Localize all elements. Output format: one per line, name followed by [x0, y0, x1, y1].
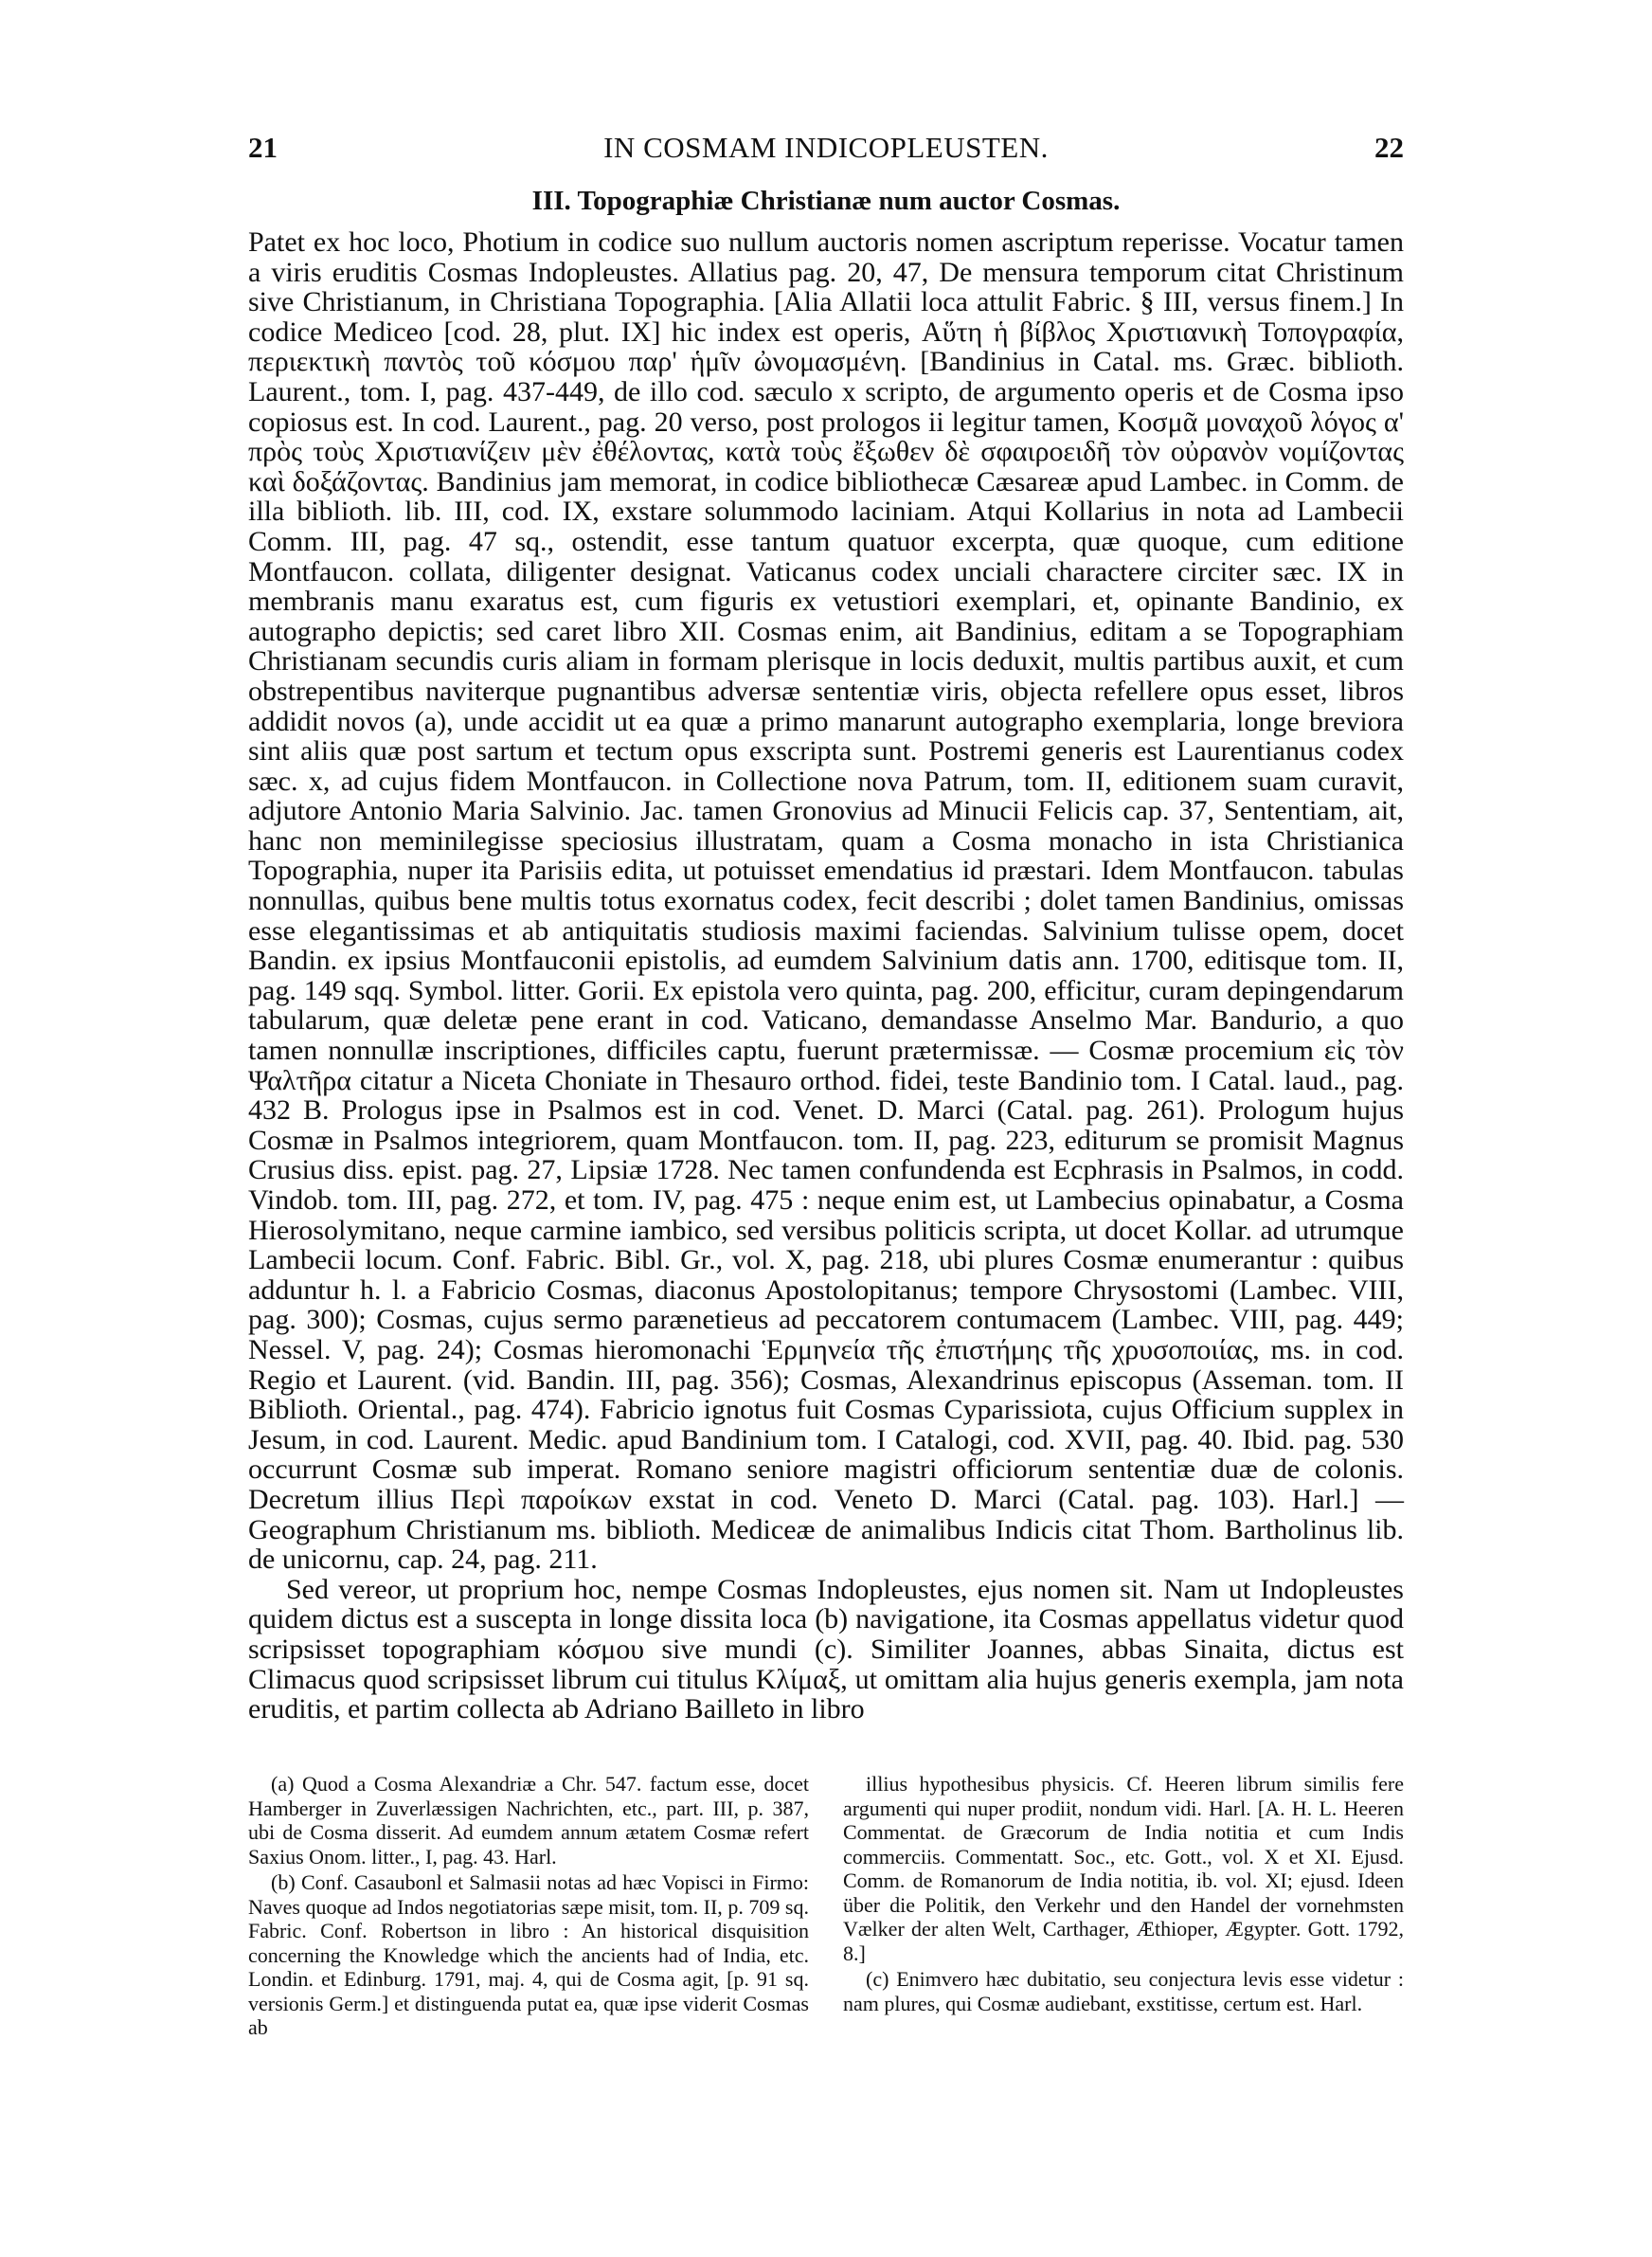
left-page-number: 21	[248, 131, 278, 164]
footnote-b: (b) Conf. Casaubonl et Salmasii notas ad hæc Vopisci in Firmo: Naves quoque ad Indos negotiatorias sæpe misit, tom. II, p. 709 sq. Fabric. Conf. Robertson in libro : An historical disquisition concerning the Knowledge which the ancients had of India, etc. Londin. et Edinburg. 1791, maj. 4, qui de Cosma agit, [p. 91 sq. versionis Germ.] et distinguenda putat ea, quæ ipse viderit Cosmas ab	[248, 1870, 809, 2039]
footnote-b-continued: illius hypothesibus physicis. Cf. Heeren librum similis fere argumenti qui nuper prodiit, nondum vidi. Harl. [A. H. L. Heeren Commentat. de Græcorum de India notitia et cum Indis commerciis. Commentatt. Soc., etc. Gott., vol. X et XI. Ejusd. Comm. de Romanorum de India notitia, ib. vol. XI; ejusd. Ideen über die Politik, den Verkehr und den Handel der vornehmsten Vælker der alten Welt, Carthager, Æthioper, Ægypter. Gott. 1792, 8.]	[843, 1772, 1404, 1965]
main-text	[248, 227, 1404, 1724]
footnote-a: (a) Quod a Cosma Alexandriæ a Chr. 547. factum esse, docet Hamberger in Zuverlæssigen Nachrichten, etc., part. III, p. 387, ubi de Cosma disserit. Ad eumdem annum ætatem Cosmæ refert Saxius Onom. litter., I, pag. 43. Harl.	[248, 1772, 809, 1869]
running-head	[248, 131, 1404, 169]
footnotes-right-column	[843, 1772, 1404, 2042]
running-title: IN COSMAM INDICOPLEUSTEN.	[603, 131, 1049, 164]
section-title: III. Topographiæ Christianæ num auctor Cosmas.	[531, 186, 1121, 216]
right-page-number: 22	[1374, 131, 1404, 164]
paragraph: Patet ex hoc loco, Photium in codice suo nullum auctoris nomen ascriptum reperisse. Vocatur tamen a viris eruditis Cosmas Indopleustes. Allatius pag. 20, 47, De mensura temporum citat Christinum sive Christianum, in Christiana Topographia. [Alia Allatii loca attulit Fabric. § III, versus finem.] In codice Mediceo [cod. 28, plut. IX] hic index est operis, Αὕτη ἡ βίβλος Χριστιανικὴ Τοπογραφία, περιεκτικὴ παντὸς τοῦ κόσμου παρ' ἡμῖν ὠνομασμένη. [Bandinius in Catal. ms. Græc. biblioth. Laurent., tom. I, pag. 437-449, de illo cod. sæculo x scripto, de argumento operis et de Cosma ipso copiosus est. In cod. Laurent., pag. 20 verso, post prologos ii legitur tamen, Κοσμᾶ μοναχοῦ λόγος α' πρὸς τοὺς Χριστιανίζειν μὲν ἐθέλοντας, κατὰ τοὺς ἔξωθεν δὲ σφαιροειδῆ τὸν οὐρανὸν νομίζοντας καὶ δοξάζοντας. Bandinius jam memorat, in codice bibliothecæ Cæsareæ apud Lambec. in Comm. de illa biblioth. lib. III, cod. IX, exstare solummodo laciniam. Atqui Kollarius in nota ad Lambecii Comm. III, pag. 47 sq., ostendit, esse tantum quatuor excerpta, quæ quoque, cum editione Montfaucon. collata, diligenter designat. Vaticanus codex unciali charactere circiter sæc. IX in membranis manu exaratus est, cum figuris ex vetustiori exemplari, et, opinante Bandinio, ex autographo depictis; sed caret libro XII. Cosmas enim, ait Bandinius, editam a se Topographiam Christianam secundis curis aliam in formam plerisque in locis deduxit, multis partibus auxit, et cum obstrepentibus naviterque pugnantibus adversæ sententiæ viris, objecta refellere opus esset, libros addidit novos (a), unde accidit ut ea quæ a primo manarunt autographo exemplaria, longe breviora sint aliis quæ post sartum et tectum opus exscripta sunt. Postremi generis est Laurentianus codex sæc. x, ad cujus fidem Montfaucon. in Collectione nova Patrum, tom. II, editionem suam curavit, adjutore Antonio Maria Salvinio. Jac. tamen Gronovius ad Minucii Felicis cap. 37, Sententiam, ait, hanc non meminilegisse speciosius illustratam, quam a Cosma monacho in ista Christianica Topographia, nuper ita Parisiis edita, ut potuisset emendatius id præstari. Idem Montfaucon. tabulas nonnullas, quibus bene multis totus exornatus codex, fecit describi ; dolet tamen Bandinius, omissas esse elegantissimas et ab antiquitatis studiosis maximi faciendas. Salvinium tulisse opem, docet Bandin. ex ipsius Montfauconii epistolis, ad eumdem Salvinium datis ann. 1700, editisque tom. II, pag. 149 sqq. Symbol. litter. Gorii. Ex epistola vero quinta, pag. 200, efficitur, curam depingendarum tabularum, quæ deletæ pene erant in cod. Vaticano, demandasse Anselmo Mar. Bandurio, a quo tamen nonnullæ inscriptiones, difficiles captu, fuerunt prætermissæ. — Cosmæ procemium εἰς τὸν Ψαλτῆρα citatur a Niceta Choniate in Thesauro orthod. fidei, teste Bandinio tom. I Catal. laud., pag. 432 B. Prologus ipse in Psalmos est in cod. Venet. D. Marci (Catal. pag. 261). Prologum hujus Cosmæ in Psalmos integriorem, quam Montfaucon. tom. II, pag. 223, editurum se promisit Magnus Crusius diss. epist. pag. 27, Lipsiæ 1728. Nec tamen confundenda est Ecphrasis in Psalmos, in codd. Vindob. tom. III, pag. 272, et tom. IV, pag. 475 : neque enim est, ut Lambecius opinabatur, a Cosma Hierosolymitano, neque carmine iambico, sed versibus politicis scripta, ut docet Kollar. ad utrumque Lambecii locum. Conf. Fabric. Bibl. Gr., vol. X, pag. 218, ubi plures Cosmæ enumerantur : quibus adduntur h. l. a Fabricio Cosmas, diaconus Apostolopitanus; tempore Chrysostomi (Lambec. VIII, pag. 300); Cosmas, cujus sermo parænetieus ad peccatorem contumacem (Lambec. VIII, pag. 449; Nessel. V, pag. 24); Cosmas hieromonachi Ἑρμηνεία τῆς ἐπιστήμης τῆς χρυσοποιίας, ms. in cod. Regio et Laurent. (vid. Bandin. III, pag. 356); Cosmas, Alexandrinus episcopus (Asseman. tom. II Biblioth. Oriental., pag. 474). Fabricio ignotus fuit Cosmas Cyparissiota, cujus Officium supplex in Jesum, in cod. Laurent. Medic. apud Bandinium tom. I Catalogi, cod. XVII, pag. 40. Ibid. pag. 530 occurrunt Cosmæ sub imperat. Romano seniore magistri officiorum sententiæ duæ de colonis. Decretum illius Περὶ παροίκων exstat in cod. Veneto D. Marci (Catal. pag. 103). Harl.] — Geographum Christianum ms. biblioth. Mediceæ de animalibus Indicis citat Thom. Bartholinus lib. de unicornu, cap. 24, pag. 211.	[248, 226, 1404, 1576]
footnotes-left-column	[248, 1772, 809, 2042]
footnote-c: (c) Enimvero hæc dubitatio, seu conjectura levis esse videtur : nam plures, qui Cosmæ audiebant, exstitisse, certum est. Harl.	[843, 1967, 1404, 2015]
footnotes	[248, 1772, 1404, 2042]
paragraph: Sed vereor, ut proprium hoc, nempe Cosmas Indopleustes, ejus nomen sit. Nam ut Indopleustes quidem dictus est a suscepta in longe dissita loca (b) navigatione, ita Cosmas appellatus videtur quod scripsisset topographiam κόσμου sive mundi (c). Similiter Joannes, abbas Sinaita, dictus est Climacus quod scripsisset librum cui titulus Κλίμαξ, ut omittam alia hujus generis exempla, jam nota eruditis, et partim collecta ab Adriano Bailleto in libro	[248, 1573, 1404, 1725]
